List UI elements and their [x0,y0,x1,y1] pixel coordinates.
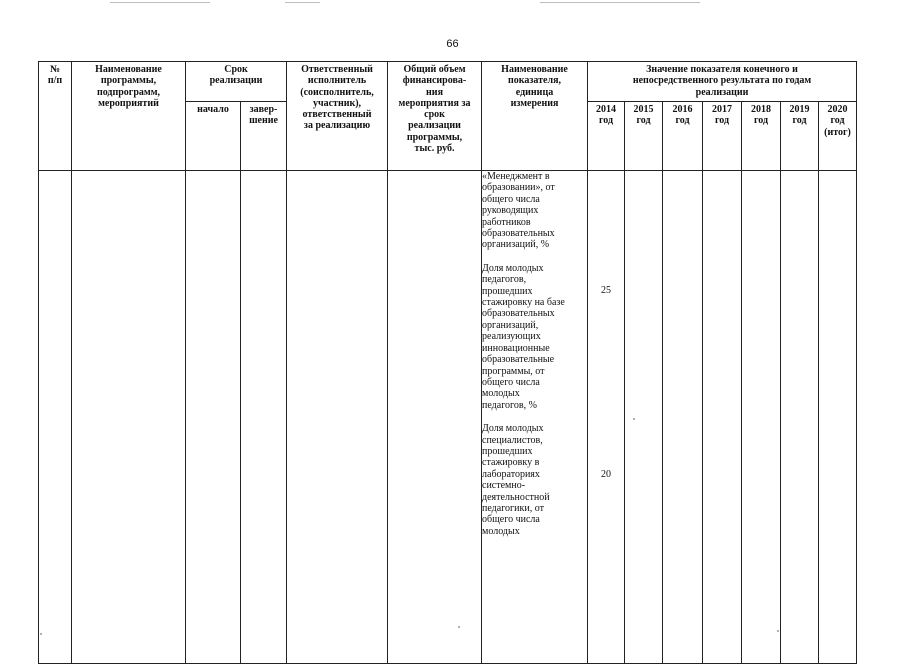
header-term-end: завер- шение [241,102,287,171]
scan-speck [458,626,460,628]
header-indicator: Наименование показателя, единица измерения [482,62,588,171]
cell-year-2017 [703,171,742,664]
indicator-value: 25 [601,285,612,296]
header-year-2018: 2018 год [742,102,781,171]
header-responsible: Ответственный исполнитель (соисполнитель, участник), ответственный за реализацию [287,62,388,171]
cell-year-2020 [819,171,857,664]
header-year-2017: 2017 год [703,102,742,171]
scan-speck [633,418,635,420]
page-number: 66 [446,38,459,50]
header-year-2019: 2019 год [781,102,819,171]
indicators-table [38,61,857,664]
header-num: № п/п [39,62,72,171]
indicator-text: Доля молодых специалистов, прошедших стажировку в лабораториях системно- деятельностной педагогики, от общего числа молодых [482,423,550,537]
cell-funding [388,171,482,664]
cell-year-2016 [663,171,703,664]
cell-term-start [186,171,241,664]
cell-num [39,171,72,664]
cell-name [72,171,186,664]
cell-year-2015 [625,171,663,664]
indicator-text: «Менеджмент в образовании», от общего числа руководящих работников образовательных организаций, % [482,171,555,251]
scan-speck [777,630,779,632]
scan-artifact-line [285,2,320,3]
scan-speck [40,633,42,635]
scan-artifact-line [110,2,210,3]
table-row [39,171,857,664]
header-row-top [39,62,857,102]
header-name: Наименование программы, подпрограмм, мероприятий [72,62,186,171]
header-year-2015: 2015 год [625,102,663,171]
scan-artifact-line [540,2,700,3]
header-term: Срок реализации [186,62,287,102]
header-year-2020: 2020 год (итог) [819,102,857,171]
header-year-2016: 2016 год [663,102,703,171]
indicator-text: Доля молодых педагогов, прошедших стажировку на базе образовательных организаций, реализующих инновационные образовательные программы, от общего числа молодых педагогов, % [482,262,565,411]
cell-responsible [287,171,388,664]
header-year-2014: 2014 год [588,102,625,171]
cell-year-2018 [742,171,781,664]
header-values-group: Значение показателя конечного и непосредственного результата по годам реализации [588,62,857,102]
indicator-value: 20 [601,469,612,480]
cell-year-2019 [781,171,819,664]
cell-indicators [482,171,588,664]
indicator-value [588,171,624,273]
cell-term-end [241,171,287,664]
cell-year-2014 [588,171,625,664]
header-term-start: начало [186,102,241,171]
header-funding: Общий объем финансирова- ния мероприятия за срок реализации программы, тыс. руб. [388,62,482,171]
